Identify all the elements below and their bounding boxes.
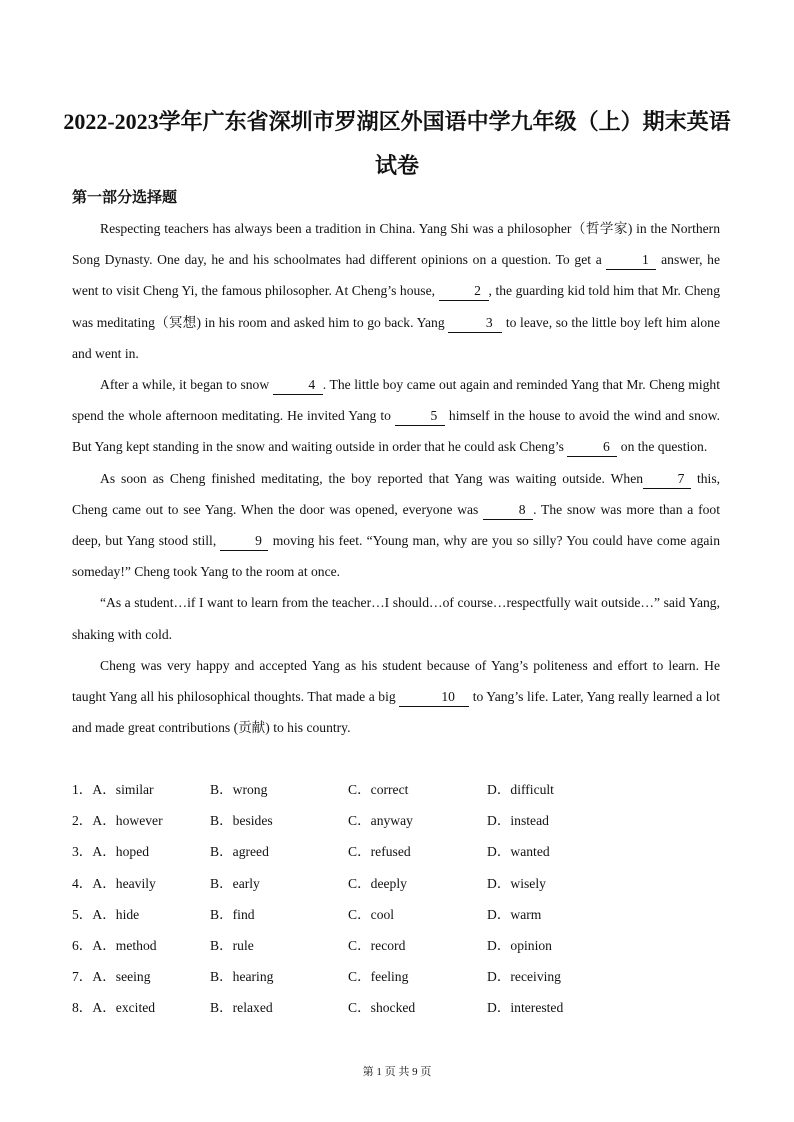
- text: himself in the house to avoid the wind and snow. But Yang kept standing in the snow and waiting outside in order that he could ask Cheng’s: [72, 408, 720, 455]
- question-row: [72, 836, 720, 867]
- text: , the guarding kid told him that Mr. Cheng was meditating（冥想) in his room and asked him to go back. Yang: [72, 283, 720, 330]
- option-d: D．warm: [487, 906, 542, 922]
- option-c: C．record: [348, 937, 406, 953]
- blank-9: 9: [220, 532, 268, 551]
- text: After a while, it began to snow: [100, 377, 273, 393]
- page-title: 2022-2023学年广东省深圳市罗湖区外国语中学九年级（上）期末英语试卷: [63, 109, 731, 178]
- question-row: [72, 805, 720, 836]
- page-number: 第 1 页 共 9 页: [362, 1066, 432, 1078]
- blank-1: 1: [606, 251, 656, 270]
- option-c: C．shocked: [348, 1000, 416, 1016]
- option-d: D．interested: [487, 1000, 564, 1016]
- option-a: 5．A．hide: [72, 906, 140, 922]
- option-d: D．instead: [487, 813, 549, 829]
- cloze-passage: [72, 213, 720, 743]
- text: moving his feet. “Young man, why are you so silly? You could have come again someday!” Cheng took Yang to the room at once.: [72, 533, 720, 580]
- option-a: 4．A．heavily: [72, 875, 156, 891]
- text: to Yang’s life. Later, Yang really learned a lot and made great contributions (贡献) to his country.: [72, 689, 720, 736]
- question-row: [72, 961, 720, 992]
- option-a: 2．A．however: [72, 813, 163, 829]
- option-c: C．anyway: [348, 813, 413, 829]
- paragraph-1: [72, 213, 720, 369]
- option-a: 3．A．hoped: [72, 844, 150, 860]
- text: answer, he went to visit Cheng Yi, the famous philosopher. At Cheng’s house,: [72, 252, 720, 299]
- option-a: 7．A．seeing: [72, 969, 151, 985]
- option-c: C．feeling: [348, 969, 409, 985]
- blank-4: 4: [273, 376, 323, 395]
- option-b: B．agreed: [210, 844, 269, 860]
- text: As soon as Cheng finished meditating, the boy reported that Yang was waiting outside. When: [100, 470, 644, 486]
- blank-7: 7: [643, 470, 691, 489]
- paragraph-4: “As a student…if I want to learn from the teacher…I should…of course…respectfully wait outside…” said Yang, shaking with cold.: [72, 595, 720, 642]
- section-heading: 第一部分选择题: [72, 190, 178, 206]
- blank-10: 10: [399, 688, 469, 707]
- option-a: 6．A．method: [72, 937, 157, 953]
- paragraph-2: [72, 369, 720, 463]
- option-b: B．relaxed: [210, 1000, 273, 1016]
- question-row: [72, 992, 720, 1023]
- option-c: C．deeply: [348, 875, 407, 891]
- text: Respecting teachers has always been a tradition in China. Yang Shi was a philosopher（哲学家) in the Northern Song Dynasty. One day, he and his schoolmates had different opinions on a question. To get a: [72, 221, 720, 268]
- paragraph-5: [72, 650, 720, 744]
- option-d: D．difficult: [487, 782, 554, 797]
- text: this, Cheng came out to see Yang. When the door was opened, everyone was: [72, 470, 721, 517]
- blank-3: 3: [448, 314, 502, 333]
- option-a: 1．A．similar: [72, 782, 154, 797]
- option-d: D．wisely: [487, 875, 546, 891]
- question-row: [72, 930, 720, 961]
- text: . The snow was more than a foot deep, but Yang stood still,: [72, 501, 721, 549]
- answer-options: [72, 774, 720, 1024]
- text: on the question.: [617, 439, 708, 455]
- blank-5: 5: [395, 407, 445, 426]
- paragraph-3: [72, 463, 720, 588]
- question-row: [72, 899, 720, 930]
- option-b: B．hearing: [210, 969, 274, 985]
- text: to leave, so the little boy left him alone and went in.: [72, 314, 721, 361]
- option-b: B．rule: [210, 937, 254, 953]
- blank-6: 6: [567, 438, 617, 457]
- option-d: D．wanted: [487, 844, 550, 860]
- option-c: C．refused: [348, 844, 411, 860]
- blank-2: 2: [439, 282, 489, 301]
- option-b: B．besides: [210, 813, 273, 829]
- option-c: C．correct: [348, 782, 409, 797]
- question-row: [72, 774, 720, 805]
- option-c: C．cool: [348, 906, 395, 922]
- blank-8: 8: [483, 501, 533, 520]
- text: . The little boy came out again and reminded Yang that Mr. Cheng might spend the whole afternoon meditating. He invited Yang to: [72, 377, 721, 424]
- option-b: B．wrong: [210, 782, 268, 797]
- option-d: D．opinion: [487, 937, 552, 953]
- option-d: D．receiving: [487, 969, 561, 985]
- text: Cheng was very happy and accepted Yang as his student because of Yang’s politeness and effort to learn. He taught Yang all his philosophical thoughts. That made a big: [72, 657, 720, 705]
- option-a: 8．A．excited: [72, 1000, 156, 1016]
- question-row: [72, 868, 720, 899]
- option-b: B．early: [210, 875, 260, 891]
- option-b: B．find: [210, 906, 255, 922]
